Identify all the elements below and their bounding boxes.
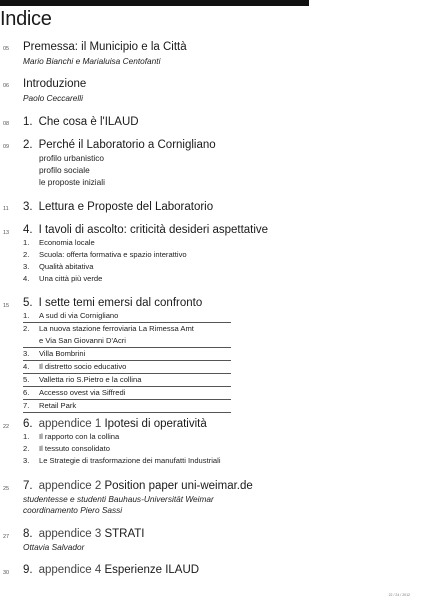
chapter-number: 9.: [23, 564, 33, 576]
entry-title: [23, 224, 268, 236]
chapter-number: 4.: [23, 224, 33, 236]
list-item[interactable]: profilo sociale: [39, 165, 90, 175]
list-item[interactable]: [23, 348, 231, 361]
page-number: 13: [3, 230, 10, 236]
chapter-title: Che cosa è l'ILAUD: [38, 116, 139, 128]
item-title: Retail Park: [39, 401, 77, 410]
entry-authors: Mario Bianchi e Marialuisa Centofanti: [23, 56, 161, 66]
subitem-list: [23, 237, 187, 285]
page-number: 25: [3, 486, 10, 492]
chapter-number: 8.: [23, 528, 33, 540]
chapter-number: 7.: [23, 480, 33, 492]
list-item[interactable]: [23, 443, 221, 455]
page-number: 22: [3, 424, 10, 430]
header-bar: [0, 0, 309, 6]
item-title: Le Strategie di trasformazione dei manufatti Industriali: [39, 456, 221, 465]
chapter-number: 5.: [23, 297, 33, 309]
item-number: 3.: [23, 349, 30, 358]
item-number: 2.: [23, 324, 30, 333]
list-item[interactable]: [23, 431, 221, 443]
list-item[interactable]: profilo urbanistico: [39, 153, 105, 163]
page-number: 15: [3, 303, 10, 309]
entry-authors: Paolo Ceccarelli: [23, 93, 83, 103]
list-item[interactable]: [23, 335, 231, 348]
list-item[interactable]: [23, 455, 221, 467]
page-number: 09: [3, 144, 10, 150]
item-number: 1.: [23, 432, 30, 441]
item-number: 1.: [23, 311, 30, 320]
item-title: Il tessuto consolidato: [39, 444, 110, 453]
chapter-title: Ipotesi di operatività: [104, 418, 207, 430]
item-number: 3.: [23, 456, 30, 465]
item-title: Il rapporto con la collina: [39, 432, 120, 441]
subitem-list: [23, 310, 231, 413]
entry-title: Premessa: il Municipio e la Città: [23, 41, 187, 53]
item-title: Villa Bombrini: [39, 349, 86, 358]
list-item[interactable]: [23, 387, 231, 400]
item-title: Accesso ovest via Siffredi: [39, 388, 126, 397]
chapter-title: Position paper uni-weimar.de: [104, 480, 253, 492]
chapter-title: STRATI: [104, 528, 145, 540]
page-number: 05: [3, 46, 10, 52]
item-title: Valletta rio S.Pietro e la collina: [39, 375, 142, 384]
chapter-title: Lettura e Proposte del Laboratorio: [38, 201, 214, 213]
list-item[interactable]: [23, 374, 231, 387]
entry-authors: Ottavia Salvador: [23, 542, 85, 552]
item-title: A sud di via Cornigliano: [39, 311, 119, 320]
footer-text: 22 / 24 / 2012: [388, 593, 410, 597]
list-item[interactable]: [23, 323, 231, 335]
entry-title: [23, 139, 216, 151]
item-number: 7.: [23, 401, 30, 410]
chapter-number: 3.: [23, 201, 33, 213]
list-item[interactable]: [23, 310, 231, 323]
list-item[interactable]: [23, 273, 187, 285]
list-item[interactable]: le proposte iniziali: [39, 177, 105, 187]
chapter-title: I sette temi emersi dal confronto: [38, 297, 203, 309]
chapter-number: 2.: [23, 139, 33, 151]
item-title: Scuola: offerta formativa e spazio interattivo: [39, 250, 187, 259]
chapter-title: I tavoli di ascolto: criticità desideri aspettative: [38, 224, 269, 236]
page-number: 30: [3, 570, 10, 576]
item-title: Il distretto socio educativo: [39, 362, 127, 371]
list-item[interactable]: [23, 249, 187, 261]
item-number: 6.: [23, 388, 30, 397]
page-number: 27: [3, 534, 10, 540]
entry-title: Introduzione: [23, 78, 87, 90]
appendix-label: appendice 2: [38, 480, 102, 492]
entry-title: [23, 201, 213, 213]
appendix-label: appendice 4: [38, 564, 102, 576]
page-title: Indice: [0, 8, 52, 30]
page-number: 11: [3, 206, 9, 212]
item-title: Economia locale: [39, 238, 95, 247]
subitem-list: [23, 431, 221, 467]
appendix-label: appendice 1: [38, 418, 102, 430]
item-title: Qualità abitativa: [39, 262, 94, 271]
item-number: 2.: [23, 250, 30, 259]
chapter-title: Perché il Laboratorio a Cornigliano: [38, 139, 216, 151]
item-title: Una città più verde: [39, 274, 103, 283]
item-number: 4.: [23, 362, 30, 371]
chapter-number: 6.: [23, 418, 33, 430]
page-number: 08: [3, 121, 10, 127]
chapter-number: 1.: [23, 116, 33, 128]
chapter-title: Esperienze ILAUD: [104, 564, 200, 576]
item-number: 5.: [23, 375, 30, 384]
item-number: 3.: [23, 262, 30, 271]
list-item[interactable]: [23, 361, 231, 374]
entry-title: [23, 418, 207, 430]
entry-title: [23, 480, 253, 492]
entry-title: [23, 116, 139, 128]
entry-title: [23, 297, 202, 309]
appendix-label: appendice 3: [38, 528, 102, 540]
item-number: 2.: [23, 444, 30, 453]
item-title: La nuova stazione ferroviaria La Rimessa Amt: [39, 324, 194, 333]
entry-title: [23, 528, 145, 540]
page-number: 06: [3, 83, 10, 89]
entry-coordinator: coordinamento Piero Sassi: [23, 505, 123, 515]
item-title: e Via San Giovanni D'Acri: [39, 336, 126, 345]
subitem-list: [39, 152, 105, 188]
list-item[interactable]: [23, 400, 231, 413]
entry-authors: studentesse e studenti Bauhaus-Universität Weimar: [23, 494, 214, 504]
item-number: 1.: [23, 238, 30, 247]
list-item[interactable]: [23, 237, 187, 249]
entry-title: [23, 564, 199, 576]
list-item[interactable]: [23, 261, 187, 273]
item-number: 4.: [23, 274, 30, 283]
